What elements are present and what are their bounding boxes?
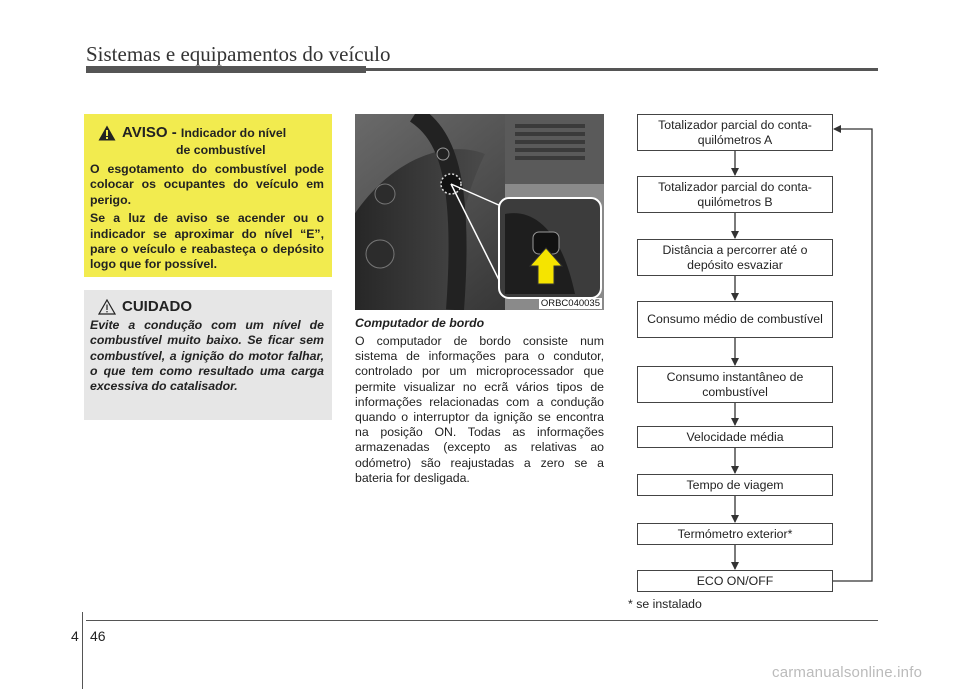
flow-box-travel-time: Tempo de viagem [637, 474, 833, 496]
flow-box-average-speed: Velocidade média [637, 426, 833, 448]
flow-box-outside-temperature: Termómetro exterior* [637, 523, 833, 545]
steering-wheel-photo [355, 114, 604, 310]
flow-box-average-consumption: Consumo médio de combustível [637, 301, 833, 338]
footer-vertical-rule [82, 612, 83, 689]
warning-heading [90, 124, 324, 158]
warning-dash: - [167, 124, 181, 141]
flow-box-instant-consumption: Consumo instantâneo de combustível [637, 366, 833, 403]
flow-box-distance-to-empty: Distância a percorrer até o depósito esvaziar [637, 239, 833, 276]
steering-wheel-illustration [355, 114, 604, 310]
footer-rule [86, 620, 878, 621]
page-header-title: Sistemas e equipamentos do veículo [86, 42, 391, 66]
header-tab-bar [86, 66, 366, 73]
caution-triangle-icon [98, 299, 116, 315]
footnote: * se instalado [628, 597, 702, 611]
section-body: O computador de bordo consiste num sistema de informações para o condutor, controlado por um microprocessador que permite visualizar no ecrã vários tipos de informações relacionadas com a condução quando o interruptor da ignição se encontra na posição ON. Todas as informações armazenadas (excepto as relativas ao odómetro) são reajustadas a zero se a bateria for desligada. [355, 334, 604, 485]
caution-heading [90, 298, 324, 315]
warning-triangle-icon [98, 125, 116, 141]
caution-box [84, 290, 332, 420]
warning-label: AVISO [122, 124, 168, 141]
warning-subtitle-1: Indicador do nível [180, 126, 287, 140]
section-title: Computador de bordo [355, 316, 485, 330]
caution-text: Evite a condução com um nível de combustível muito baixo. Se ficar sem combustível, a ignição do motor falhar, o que tem como resultado uma carga excessiva do catalisador. [90, 318, 324, 394]
page-number: 46 [90, 628, 106, 644]
warning-box [84, 114, 332, 277]
warning-paragraph-1: O esgotamento do combustível pode colocar os ocupantes do veículo em perigo. [90, 162, 324, 207]
watermark: carmanualsonline.info [772, 664, 923, 681]
photo-code: ORBC040035 [540, 298, 600, 309]
flow-connectors [620, 110, 890, 600]
caution-label: CUIDADO [122, 298, 192, 315]
flow-box-trip-b: Totalizador parcial do conta-quilómetros B [637, 176, 833, 213]
flow-box-trip-a: Totalizador parcial do conta-quilómetros A [637, 114, 833, 151]
flow-loop-arrow [833, 129, 872, 581]
flow-box-eco: ECO ON/OFF [637, 570, 833, 592]
chapter-number: 4 [71, 628, 79, 644]
warning-subtitle-2: de combustível [176, 142, 266, 157]
warning-paragraph-2: Se a luz de aviso se acender ou o indicador se aproximar do nível “E”, pare o veículo e reabasteça o depósito logo que for possível. [90, 211, 324, 272]
